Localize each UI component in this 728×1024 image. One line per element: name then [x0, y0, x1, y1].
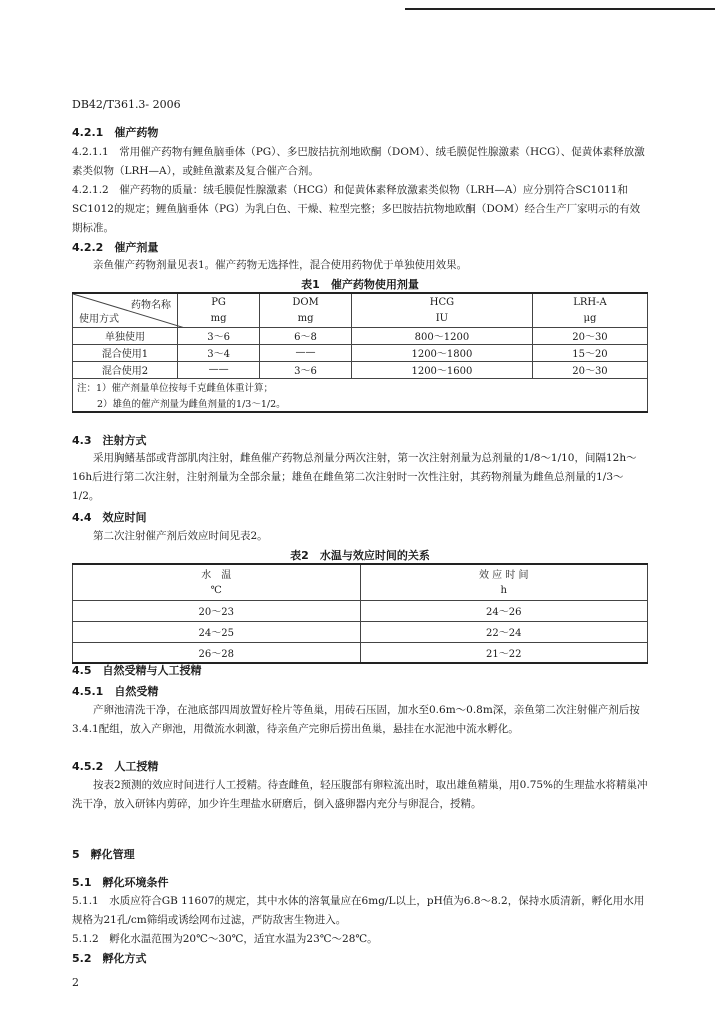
section-4-4-text: 第二次注射催产剂后效应时间见表2。 [93, 530, 268, 542]
table1-row-label: 单独使用 [73, 327, 178, 344]
section-4-2-1-title: 4.2.1 催产药物 [72, 126, 159, 139]
table1-row-label: 混合使用1 [73, 344, 178, 361]
section-4-2-1-1-text: 4.2.1.1 常用催产药物有鲤鱼脑垂体（PG）、多巴胺拮抗剂地欧酮（DOM）、绒毛膜促性腺激素（HCG）、促黄体素释放激素类似物（LRH—A），或鲑鱼激素及复合催产合剂。 [72, 146, 645, 177]
section-5-1-title: 5.1 孵化环境条件 [72, 876, 169, 889]
table1-unit-pg: mg [178, 310, 260, 327]
table2-col2-unit: h [360, 582, 648, 600]
table2-temp: 24～25 [73, 621, 361, 642]
table1-cell: 800～1200 [351, 327, 532, 344]
table1-cell: 15～20 [532, 344, 647, 361]
table1-cell: 3～6 [178, 327, 260, 344]
table-row [73, 344, 648, 361]
table-row [73, 621, 648, 642]
section-5-title: 5 孵化管理 [72, 848, 135, 861]
table-row [73, 600, 648, 621]
table1-note-1: 注：1）催产剂量单位按每千克雌鱼体重计算； [73, 378, 648, 395]
top-rule [405, 8, 715, 10]
table1-cell: 1200～1800 [351, 344, 532, 361]
section-4-2-2-title: 4.2.2 催产剂量 [72, 241, 159, 254]
page-number: 2 [72, 976, 79, 989]
table1-drug-dom: DOM [260, 293, 352, 310]
table1-row-label: 混合使用2 [73, 361, 178, 378]
table-row [73, 327, 648, 344]
table1-cell: —— [260, 344, 352, 361]
section-4-4-title: 4.4 效应时间 [72, 511, 147, 524]
table1-cell: 3～6 [260, 361, 352, 378]
table1-corner-bottom: 使用方式 [79, 313, 119, 325]
table1-drug-hcg: HCG [351, 293, 532, 310]
section-4-5-2-text: 按表2预测的效应时间进行人工授精。待查雌鱼，轻压腹部有卵粒流出时，取出雄鱼精巢，用0.75%的生理盐水将精巢冲洗干净，放入研钵内剪碎，加少许生理盐水研磨后，倒入盛卵器内充分与卵混合，授精。 [72, 779, 648, 810]
table2-time: 24～26 [360, 600, 648, 621]
table1-drug-lrh: LRH-A [532, 293, 647, 310]
table1-cell: —— [178, 361, 260, 378]
table1-cell: 20～30 [532, 327, 647, 344]
table2-col1-unit: ℃ [73, 582, 361, 600]
table1-unit-lrh: μg [532, 310, 647, 327]
section-5-2-title: 5.2 孵化方式 [72, 952, 147, 965]
table1-caption: 表1 催产药物使用剂量 [301, 278, 419, 291]
table-row [73, 642, 648, 663]
table1-cell: 6～8 [260, 327, 352, 344]
document-id: DB42/T361.3- 2006 [72, 98, 181, 111]
table1-corner-top: 药物名称 [131, 300, 171, 311]
table1-corner-cell [73, 293, 178, 327]
table2-time: 21～22 [360, 642, 648, 663]
section-5-1-1-text: 5.1.1 水质应符合GB 11607的规定，其中水体的溶氧量应在6mg/L以上，pH值为6.8～8.2，保持水质清新，孵化用水用规格为21孔/cm筛绢或诱绘网布过滤，严防敌害生物进入。 [72, 895, 645, 926]
table2-temp: 20～23 [73, 600, 361, 621]
section-4-5-2-title: 4.5.2 人工授精 [72, 760, 159, 773]
table2-col1-head: 水 温 [73, 564, 361, 582]
section-4-5-1-text: 产卵池清洗干净，在池底部四周放置好栓片等鱼巢，用砖石压固，加水至0.6m～0.8m深，亲鱼第二次注射催产剂后按3.4.1配组，放入产卵池，用微流水刺激，待亲鱼产完卵后捞出鱼巢，悬挂在水泥池中流水孵化。 [72, 704, 640, 735]
section-4-5-title: 4.5 自然受精与人工授精 [72, 664, 202, 677]
table1-unit-dom: mg [260, 310, 352, 327]
table2-col2-head: 效 应 时 间 [360, 564, 648, 582]
table-row [73, 361, 648, 378]
table1-note-2: 2）雄鱼的催产剂量为雌鱼剂量的1/3～1/2。 [73, 395, 648, 412]
table1-cell: 1200～1600 [351, 361, 532, 378]
section-4-3-title: 4.3 注射方式 [72, 434, 147, 447]
table1-drug-pg: PG [178, 293, 260, 310]
table1 [72, 292, 648, 413]
section-4-2-2-text: 亲鱼催产药物剂量见表1。催产药物无选择性，混合使用药物优于单独使用效果。 [93, 259, 468, 271]
table1-cell: 20～30 [532, 361, 647, 378]
section-4-5-1-title: 4.5.1 自然受精 [72, 685, 159, 698]
section-4-2-1-2-text: 4.2.1.2 催产药物的质量：绒毛膜促性腺激素（HCG）和促黄体素释放激素类似物（LRH—A）应分别符合SC1011和SC1012的规定；鲤鱼脑垂体（PG）为乳白色、干燥、粒型完整；多巴胺拮抗物地欧酮（DOM）经合生产厂家明示的有效期标准。 [72, 184, 641, 234]
table2 [72, 563, 648, 664]
table2-temp: 26～28 [73, 642, 361, 663]
section-5-1-2-text: 5.1.2 孵化水温范围为20℃～30℃，适宜水温为23℃～28℃。 [72, 933, 378, 945]
table1-unit-hcg: IU [351, 310, 532, 327]
table2-time: 22～24 [360, 621, 648, 642]
table1-cell: 3～4 [178, 344, 260, 361]
section-4-3-text: 采用胸鳍基部或背部肌肉注射，雌鱼催产药物总剂量分两次注射，第一次注射剂量为总剂量的1/8～1/10，间隔12h～16h后进行第二次注射，注射剂量为全部余量；雄鱼在雌鱼第二次注射时一次性注射，其药物剂量为雌鱼总剂量的1/3～1/2。 [72, 452, 637, 502]
table2-caption: 表2 水温与效应时间的关系 [290, 549, 430, 562]
